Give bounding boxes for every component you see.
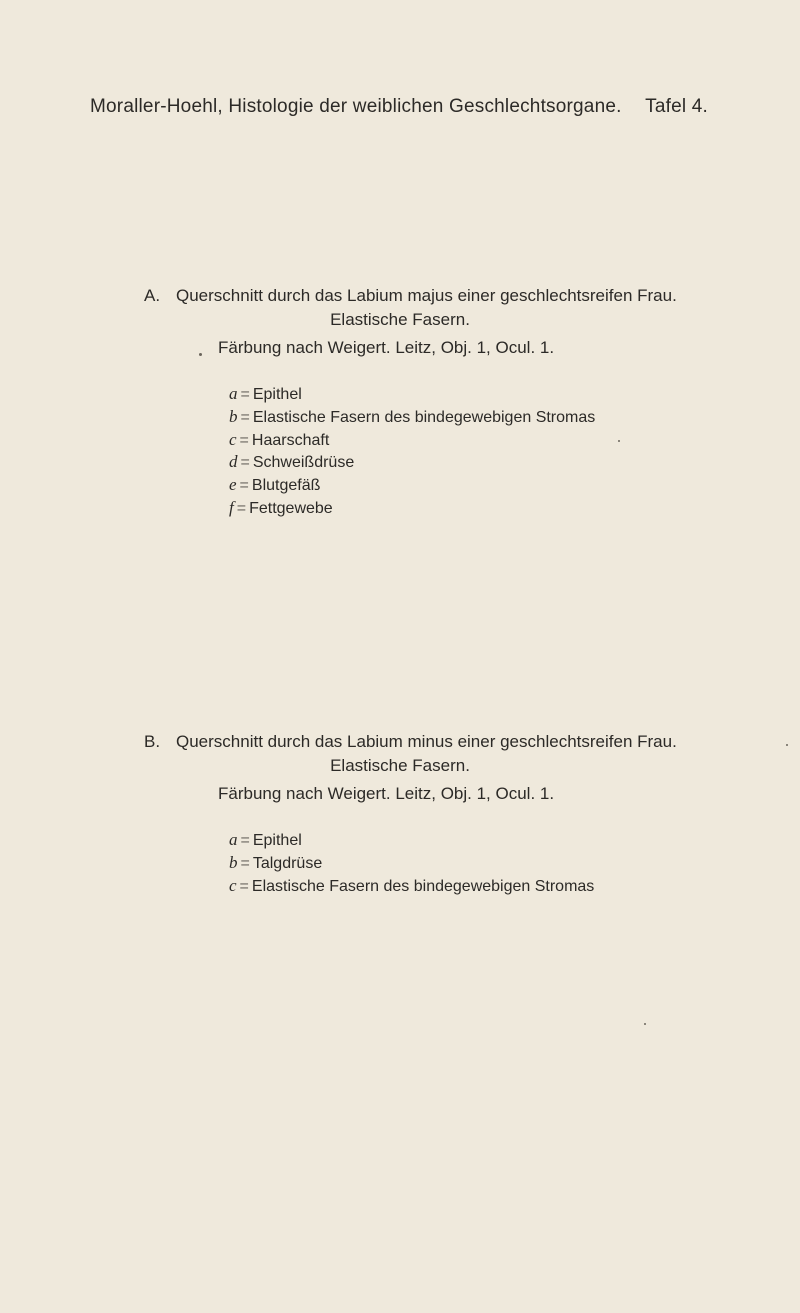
paper-speck (618, 440, 620, 442)
paper-speck (199, 353, 202, 356)
legend-item (229, 875, 800, 898)
legend-key: c (229, 429, 237, 449)
running-head-title: Moraller-Hoehl, Histologie der weiblichen Geschlechtsorgane. (90, 96, 622, 117)
legend-key: d (229, 452, 238, 472)
legend (229, 829, 800, 897)
legend-equals: = (240, 386, 250, 403)
section-title: Querschnitt durch das Labium majus einer geschlechtsreifen Frau. (176, 286, 677, 305)
section-a (0, 286, 800, 520)
legend-equals: = (236, 499, 247, 517)
legend-item (229, 829, 800, 852)
legend-key: f (229, 497, 234, 517)
legend-item (229, 451, 800, 474)
section-staining: Färbung nach Weigert. Leitz, Obj. 1, Ocul. 1. (218, 338, 555, 357)
legend-label: Blutgefäß (251, 477, 321, 495)
plate-number: Tafel 4. (645, 96, 708, 117)
section-subtitle: Elastische Fasern. (330, 756, 470, 775)
legend-label: Haarschaft (251, 431, 330, 449)
legend-equals: = (240, 832, 250, 849)
legend-equals: = (239, 431, 249, 449)
legend-equals: = (240, 854, 250, 872)
legend-equals: = (239, 477, 249, 495)
paper-speck (786, 744, 788, 746)
legend (229, 383, 800, 520)
section-letter: B. (144, 732, 161, 751)
legend-equals: = (239, 877, 249, 895)
legend-label: Epithel (252, 832, 302, 849)
legend-label: Elastische Fasern des bindegewebigen Stromas (251, 877, 595, 895)
legend-item (229, 497, 800, 520)
section-subtitle: Elastische Fasern. (330, 310, 470, 329)
legend-label: Elastische Fasern des bindegewebigen Stromas (252, 408, 596, 426)
legend-key: b (229, 406, 238, 426)
legend-label: Schweißdrüse (252, 454, 355, 472)
legend-item (229, 429, 800, 452)
legend-key: a (229, 384, 238, 403)
legend-item (229, 383, 800, 406)
running-head (90, 96, 708, 118)
paper-speck (644, 1023, 646, 1025)
legend-label: Talgdrüse (252, 854, 323, 872)
legend-item (229, 852, 800, 875)
legend-label: Epithel (252, 386, 302, 403)
legend-key: b (229, 852, 238, 872)
legend-equals: = (240, 454, 250, 472)
legend-key: e (229, 475, 237, 495)
legend-key: c (229, 875, 237, 895)
section-b (0, 732, 800, 897)
section-letter: A. (144, 286, 161, 305)
legend-equals: = (240, 408, 250, 426)
legend-item (229, 406, 800, 429)
legend-key: a (229, 830, 238, 849)
legend-label: Fettgewebe (249, 499, 333, 517)
section-title: Querschnitt durch das Labium minus einer geschlechtsreifen Frau. (176, 732, 677, 751)
legend-item (229, 474, 800, 497)
section-staining: Färbung nach Weigert. Leitz, Obj. 1, Ocul. 1. (218, 784, 555, 803)
